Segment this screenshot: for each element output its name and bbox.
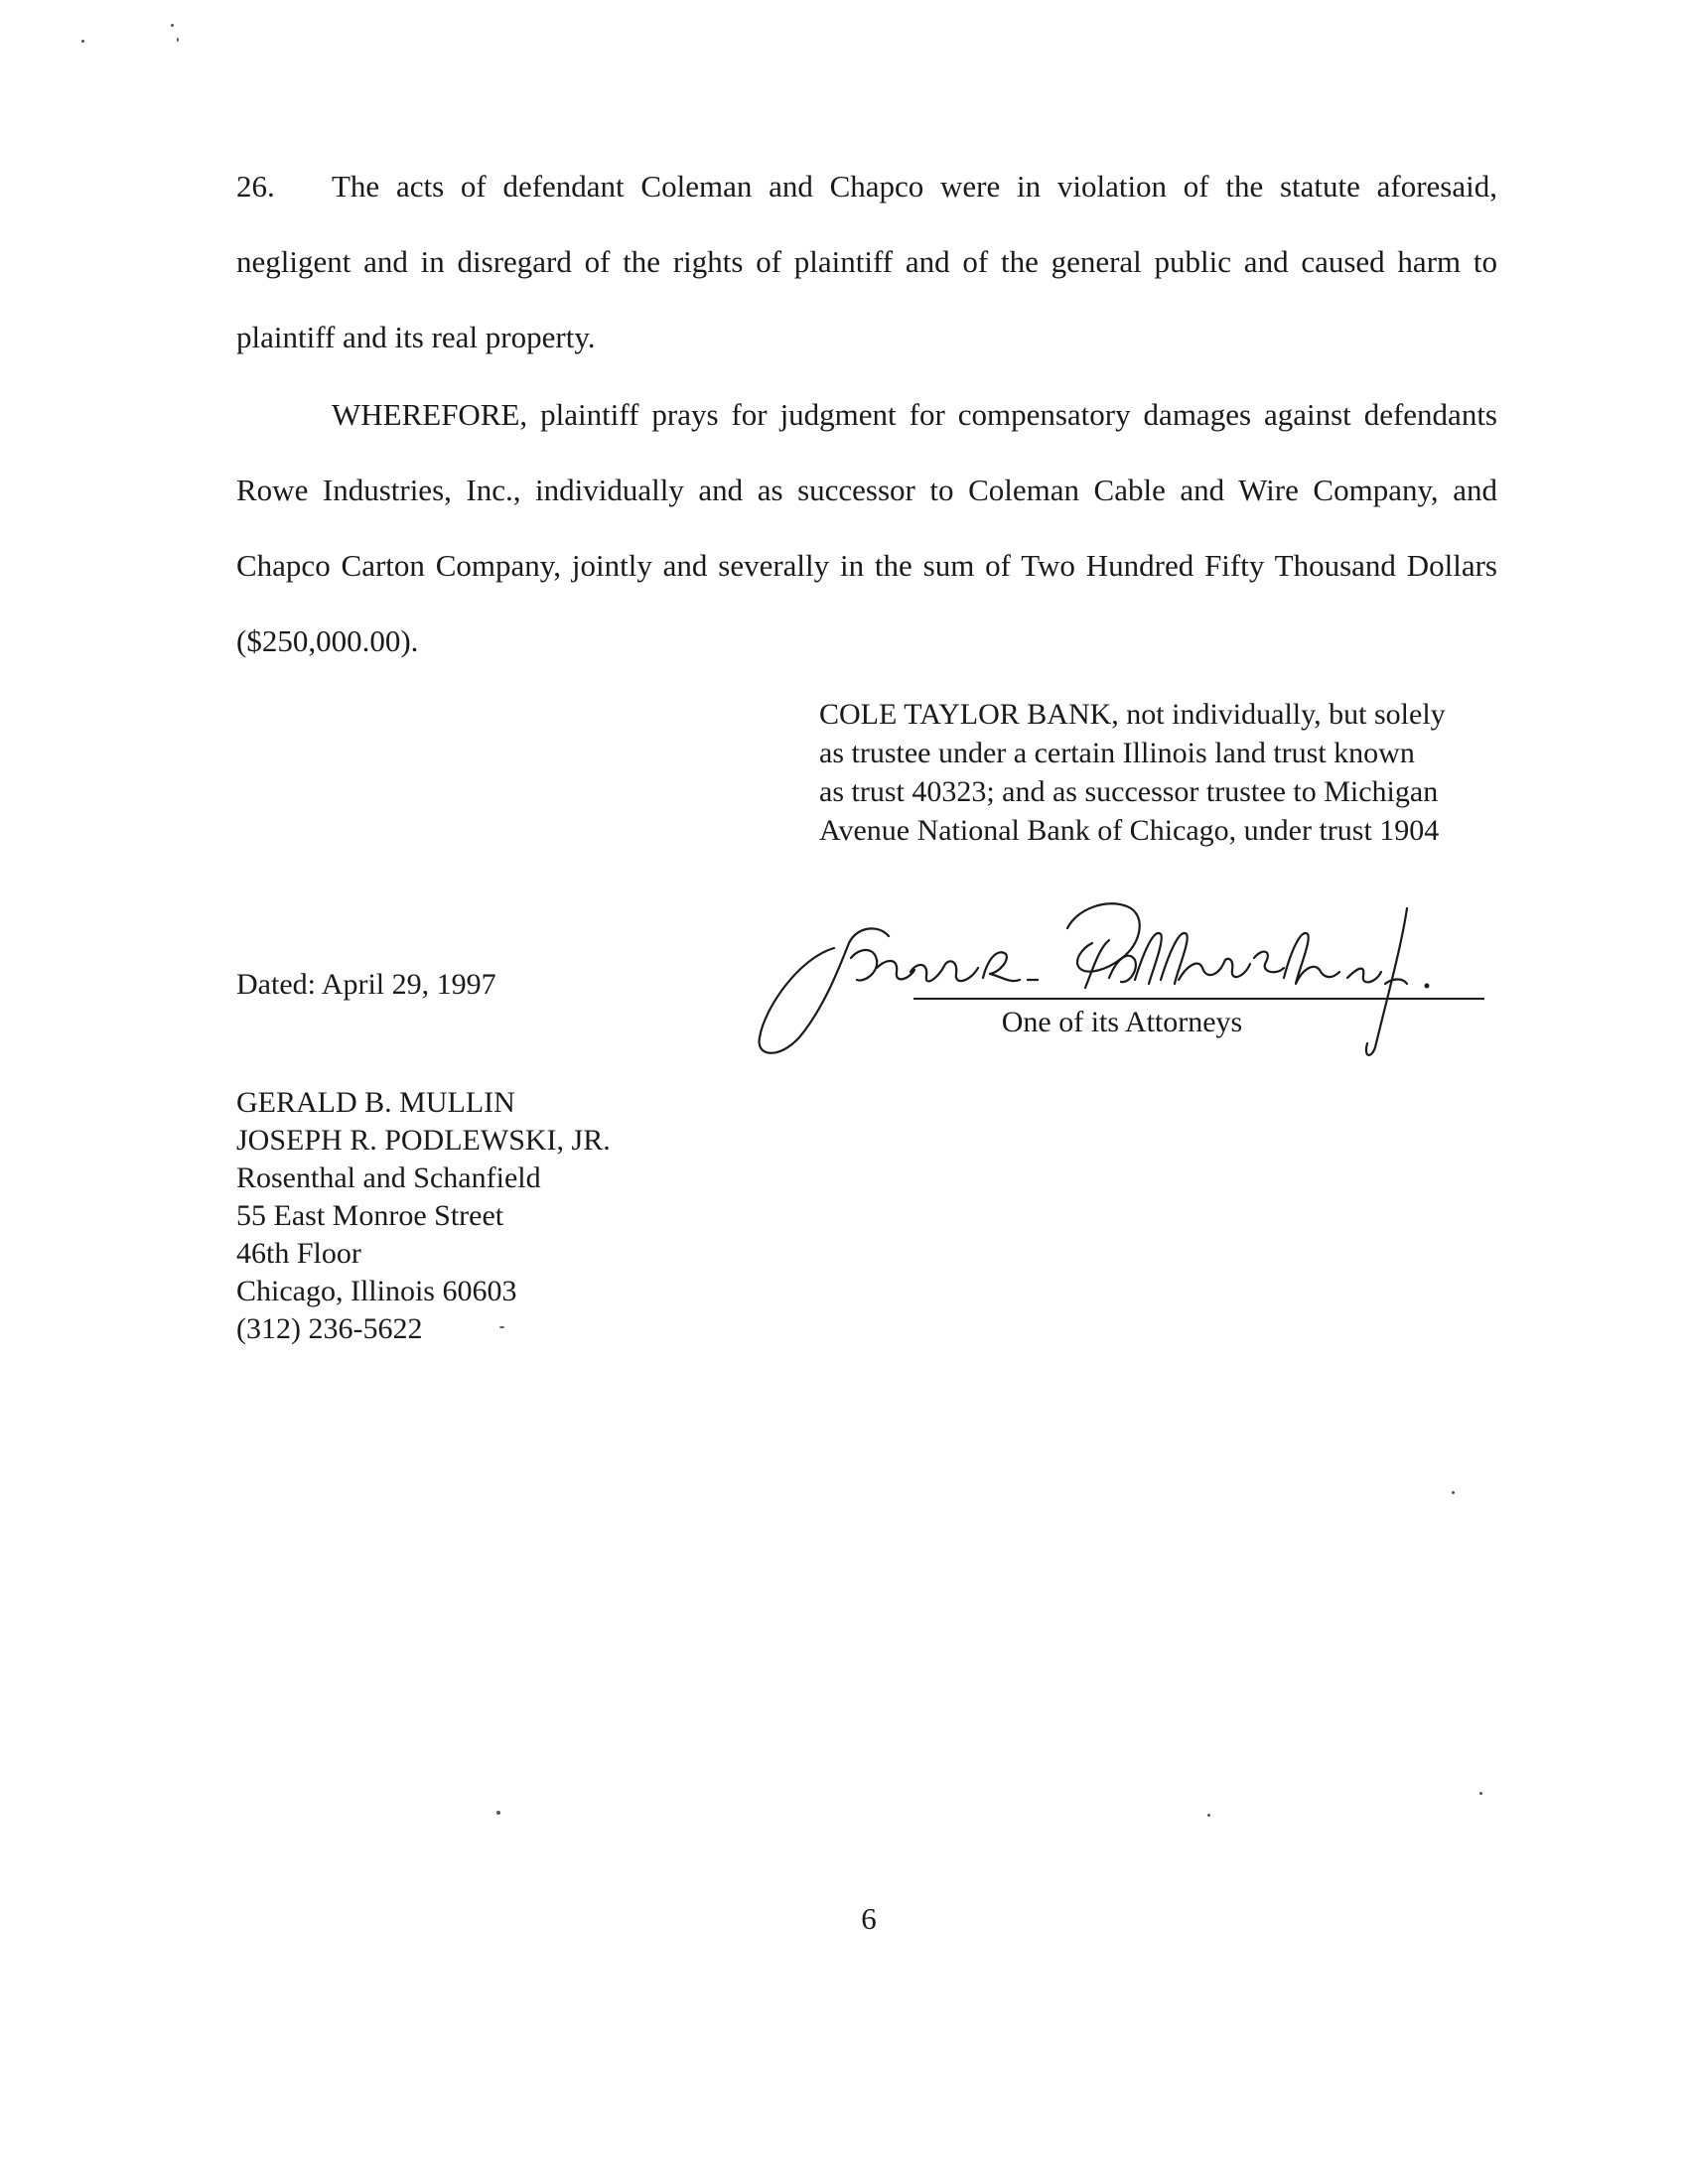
scan-speck [81, 40, 84, 43]
wherefore-text: WHEREFORE, plaintiff prays for judgment for compensatory damages against defendants Rowe Industries, Inc., individually and as successor to Coleman Cable and Wire Company, and Chapco Carton Company, jointly and severally in the sum of Two Hundred Fifty Thousand Dollars ($250,000.00). [236, 397, 1497, 658]
attorney-line: 55 East Monroe Street [236, 1199, 504, 1232]
attorney-line: JOSEPH R. PODLEWSKI, JR. [236, 1124, 611, 1157]
paragraph-26-text: The acts of defendant Coleman and Chapco were in violation of the statute aforesaid, negligent and in disregard of the rights of plaintiff and of the general public and caused harm to plaintiff and its real property. [236, 169, 1497, 354]
plaintiff-line: as trustee under a certain Illinois land trust known [819, 737, 1415, 769]
scan-speck [171, 24, 174, 27]
attorney-line: (312) 236-5622 [236, 1312, 423, 1345]
paragraph-number: 26. [236, 169, 275, 204]
attorney-line: Chicago, Illinois 60603 [236, 1275, 517, 1307]
page-number: 6 [861, 1901, 877, 1936]
plaintiff-line: COLE TAYLOR BANK, not individually, but solely [819, 698, 1446, 731]
plaintiff-line: Avenue National Bank of Chicago, under trust 1904 [819, 814, 1440, 847]
attorney-line: Rosenthal and Schanfield [236, 1161, 541, 1194]
scan-speck [177, 38, 179, 42]
attorney-block [236, 1084, 611, 1348]
signature-caption: One of its Attorneys [1001, 1006, 1243, 1038]
scan-speck [496, 1811, 500, 1815]
scan-speck [1452, 1491, 1455, 1494]
attorney-line: 46th Floor [236, 1237, 361, 1270]
plaintiff-line: as trust 40323; and as successor trustee to Michigan [819, 775, 1439, 808]
wherefore-clause [236, 377, 1497, 679]
paragraph-26 [236, 149, 1497, 375]
scan-speck [1479, 1792, 1482, 1795]
scan-speck [1207, 1814, 1210, 1817]
plaintiff-block [819, 695, 1504, 850]
date-line: Dated: April 29, 1997 [236, 968, 496, 1001]
attorney-line: GERALD B. MULLIN [236, 1086, 515, 1119]
handwritten-signature [740, 888, 1494, 1067]
signature-line [913, 998, 1484, 1000]
scan-speck [499, 1326, 504, 1328]
signature-block [740, 888, 1494, 1067]
